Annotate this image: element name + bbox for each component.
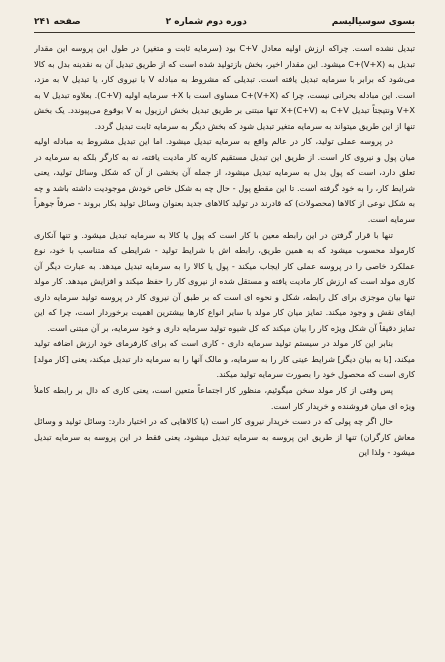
paragraph: بنابر این کار مولد در سیستم تولید سرمایه داری - کاری است که برای کارفرمای خود ارزش اضافه تولید میکند، [با به بیان دیگر] شرایط عینی کار را به سرمایه، و مالک آنها را به سرمایه دار تبدیل میکند، یعنی [کار مولد] کاری است که محصول خود را بصورت سرمایه تولید میکند. bbox=[34, 338, 415, 380]
article-body bbox=[34, 41, 415, 653]
paragraph: تنها با قرار گرفتن در این رابطه معین با کار است که پول یا کالا به سرمایه تبدیل میشود. و تنها آنکاری کارمولد محسوب میشود که به همین طریق، رابطه اش با شرایط تولید - شرایطی که متناسب با خود، نوع عملکرد خاصی را در پروسه عملی کار ایجاب میکند - پول یا کالا را به سرمایه تبدیل میدهد. به عبارت دیگر آن کاری مولد است که ارزش کار مادیت یافته و مستقل شده از نیروی کار را حفظ میکند و افزایش میدهد. کار مولد تنها بیان موجزی برای کل رابطه، شکل و نحوه ای است که بر طبق آن نیروی کار در پروسه تولید سرمایه داری ایفای نقش و وجود میکند. تمایز میان کار مولد با سایر انواع کارها بیشترین اهمیت برخوردار است، چرا که این تمایز دقیقاً آن شکل ویژه کار را بیان میکند که کل شیوه تولید سرمایه داری و خود سرمایه، بر آن مبتنی است. bbox=[34, 229, 415, 333]
paragraph: در پروسه عملی تولید، کار در عالم واقع به سرمایه تبدیل میشود. اما این تبدیل مشروط به مبادله اولیه میان پول و نیروی کار است. از طریق این تبدیل مستقیم کاریه کار مادیت یافته، نه به کارگر بلکه به سرمایه در تعلق دارد، است که پول بدل به سرمایه تبدیل میشود، از جمله آن بخشی از آن که شکل وسائل تولید، یعنی شرایط کار، را به خود گرفته است. تا این مقطع پول - حال چه به شکل خاص خودش موجودیت داشته باشد و چه به شکل نوعی از کالاها (محصولات) که قادرند در تولید کالاهای جدید بعنوان وسائل تولید بکار بروند - صرفاً جوهراً سرمایه است. bbox=[34, 136, 415, 225]
journal-title: بسوی سوسیالیسم bbox=[331, 17, 415, 27]
paragraph: حال اگر چه پولی که در دست خریدار نیروی کار است (یا کالاهایی که در اختیار دارد: وسائل تولید و وسائل معاش کارگران) تنها از طریق این پروسه به سرمایه تبدیل میشود، یعنی فقط در این پروسه به سرمایه تبدیل میشود - ولذا این bbox=[34, 416, 415, 458]
paragraph: تبدیل نشده است. چراکه ارزش اولیه معادل C+V بود (سرمایه ثابت و متغیر) در طول این پروسه این مقدار تبدیل به C+(V+X) میشود. این مقدار اخیر، بخش بازتولید شده است که از طریق تبدیل آن به نقدینه بدل به کالا می‌شود که برابر با سرمایه تبدیل یافته است. تبدیلی که مشروط به مبادله V با نیروی کار، یا تبدیل V به مزد، است. این مبادله بحرانی نیست، چرا که C+(V+X) مساوی است با X+ سرمایه اولیه (C+V). بعلاوه تبدیل V به V+X ونتیجتاً تبدیل C+V به (C+V)+X تنها مبتنی بر طریق تبدیل بخش ارزیول به V بوقوع می‌پیوندد. یک بخش تنها از این طریق میتواند به سرمایه متغیر تبدیل شود که بخش دیگر به سرمایه ثابت تبدیل گردد. bbox=[34, 43, 415, 131]
paragraph: پس وقتی از کار مولد سخن میگوئیم، منظور کار اجتماعاً متعین است، یعنی کاری که دال بر رابطه کاملاً ویژه ای میان فروشنده و خریدار کار است. bbox=[34, 385, 415, 411]
page-header bbox=[34, 14, 415, 33]
issue-number: دوره دوم شماره ۲ bbox=[165, 17, 247, 27]
page-number: صفحه ۲۴۱ bbox=[34, 17, 81, 27]
